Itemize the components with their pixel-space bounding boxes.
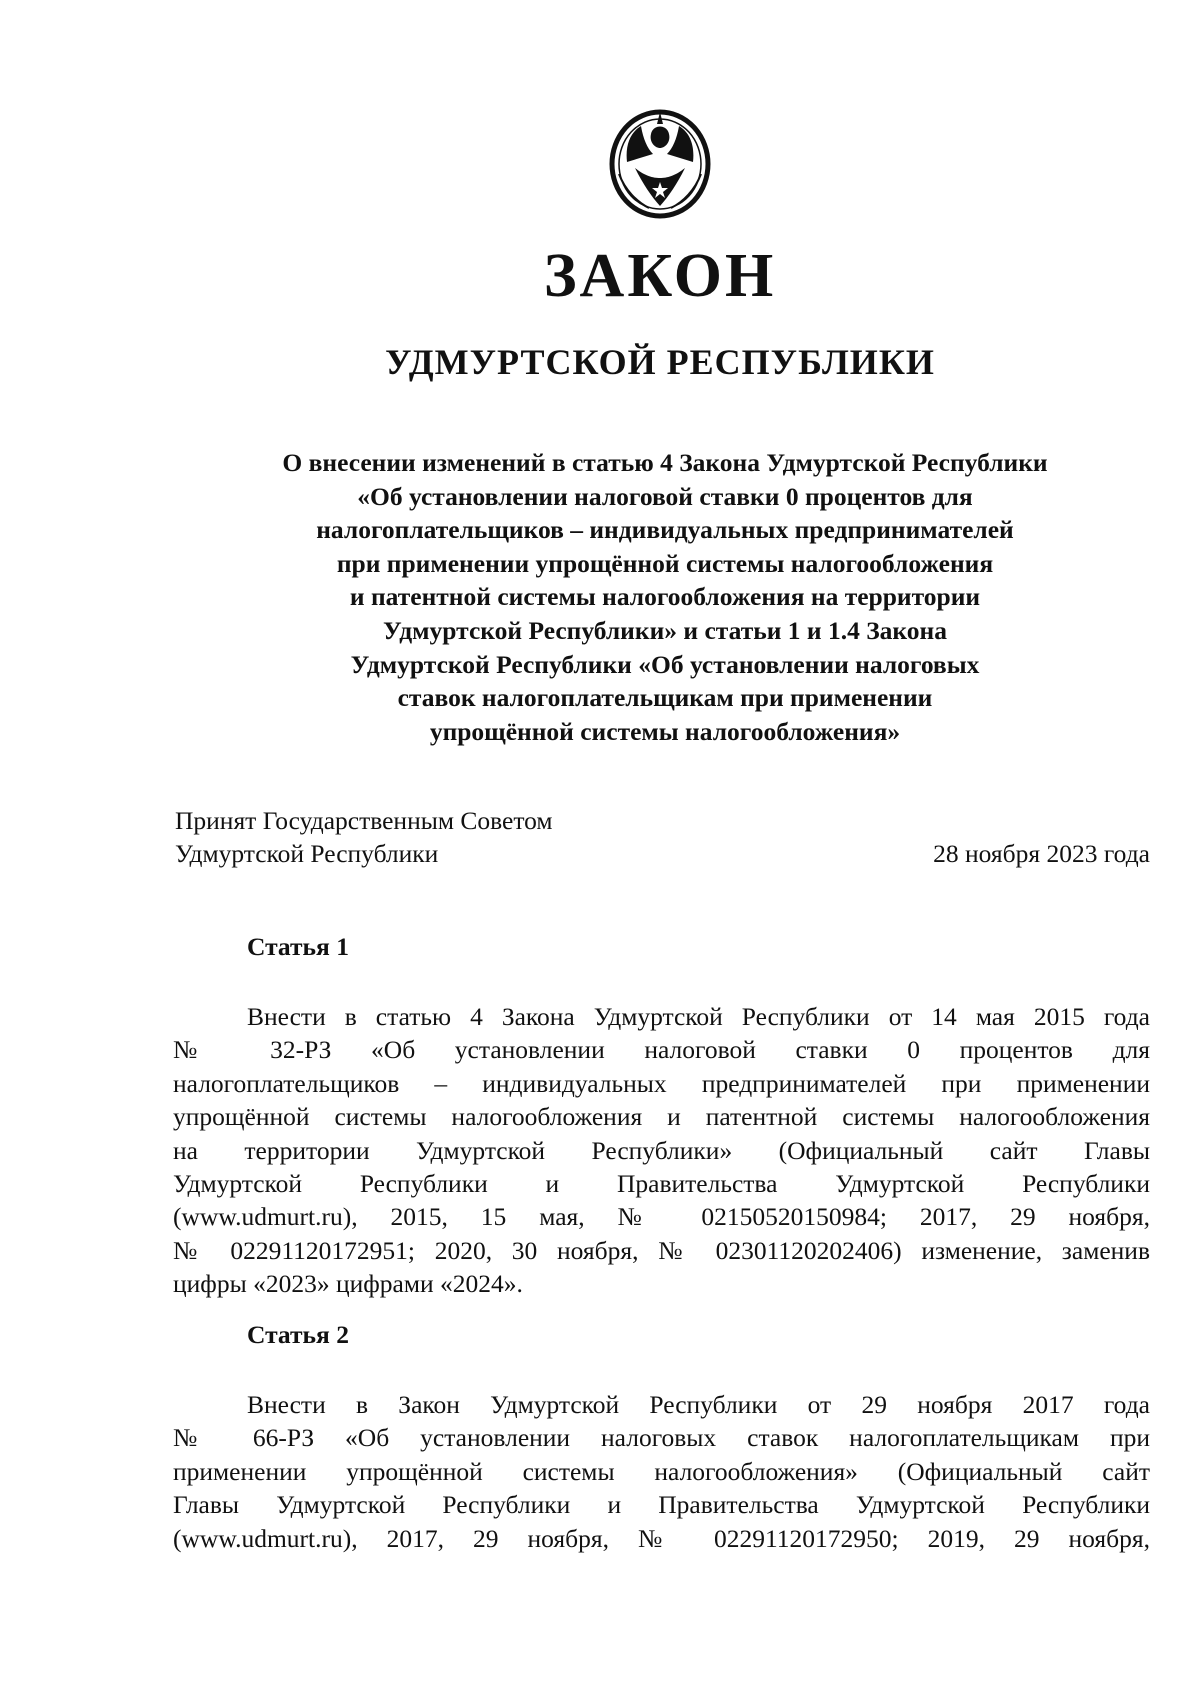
law-name-line: и патентной системы налогообложения на территории (349, 582, 981, 612)
law-name-line: налогоплательщиков – индивидуальных предпринимателей (316, 515, 1014, 545)
adoption-line: Принят Государственным Советом (175, 806, 553, 835)
article-line: № 66-РЗ «Об установлении налоговых ставок налогоплательщикам при (173, 1423, 1150, 1453)
document-type-title: ЗАКОН (543, 242, 777, 310)
law-name (230, 446, 1100, 748)
article-line: цифры «2023» цифрами «2024». (173, 1269, 523, 1299)
article-line: Главы Удмуртской Республики и Правительства Удмуртской Республики (173, 1490, 1150, 1520)
article-line: Внести в Закон Удмуртской Республики от 29 ноября 2017 года (247, 1390, 1150, 1419)
law-name-line: при применении упрощённой системы налогообложения (336, 548, 994, 578)
law-name-line: «Об установлении налоговой ставки 0 процентов для (357, 481, 973, 511)
article-line: № 02291120172951; 2020, 30 ноября, № 02301120202406) изменение, заменив (173, 1235, 1150, 1265)
article-line: применении упрощённой системы налогообложения» (Официальный сайт (173, 1456, 1150, 1486)
article-line: на территории Удмуртской Республики» (Официальный сайт Главы (173, 1135, 1150, 1165)
law-name-line: упрощённой системы налогообложения» (429, 716, 901, 746)
article-line: Внести в статью 4 Закона Удмуртской Республики от 14 мая 2015 года (247, 1002, 1150, 1031)
article-line: налогоплательщиков – индивидуальных предпринимателей при применении (173, 1068, 1150, 1098)
law-name-line: Удмуртской Республики» и статьи 1 и 1.4 Закона (383, 615, 947, 645)
coat-of-arms-icon (605, 104, 715, 220)
article-body (173, 1388, 1150, 1555)
adoption-date: 28 ноября 2023 года (933, 839, 1150, 868)
article-line: Удмуртской Республики и Правительства Удмуртской Республики (173, 1169, 1150, 1199)
republic-subtitle: УДМУРТСКОЙ РЕСПУБЛИКИ (385, 342, 935, 382)
law-name-line: О внесении изменений в статью 4 Закона Удмуртской Республики (282, 448, 1048, 477)
adoption-line: Удмуртской Республики (175, 839, 439, 868)
article-body (173, 1000, 1150, 1301)
article-heading: Статья 2 (247, 1320, 349, 1349)
article-line: (www.udmurt.ru), 2017, 29 ноября, № 02291120172950; 2019, 29 ноября, (173, 1523, 1150, 1553)
article-line: № 32-РЗ «Об установлении налоговой ставки 0 процентов для (173, 1035, 1150, 1065)
law-name-line: ставок налогоплательщикам при применении (397, 683, 933, 713)
article-line: (www.udmurt.ru), 2015, 15 мая, № 02150520150984; 2017, 29 ноября, (173, 1202, 1150, 1232)
article-line: упрощённой системы налогообложения и патентной системы налогообложения (173, 1102, 1150, 1132)
law-name-line: Удмуртской Республики «Об установлении налоговых (350, 649, 980, 679)
adoption-body (175, 804, 553, 870)
article-heading: Статья 1 (247, 932, 349, 961)
